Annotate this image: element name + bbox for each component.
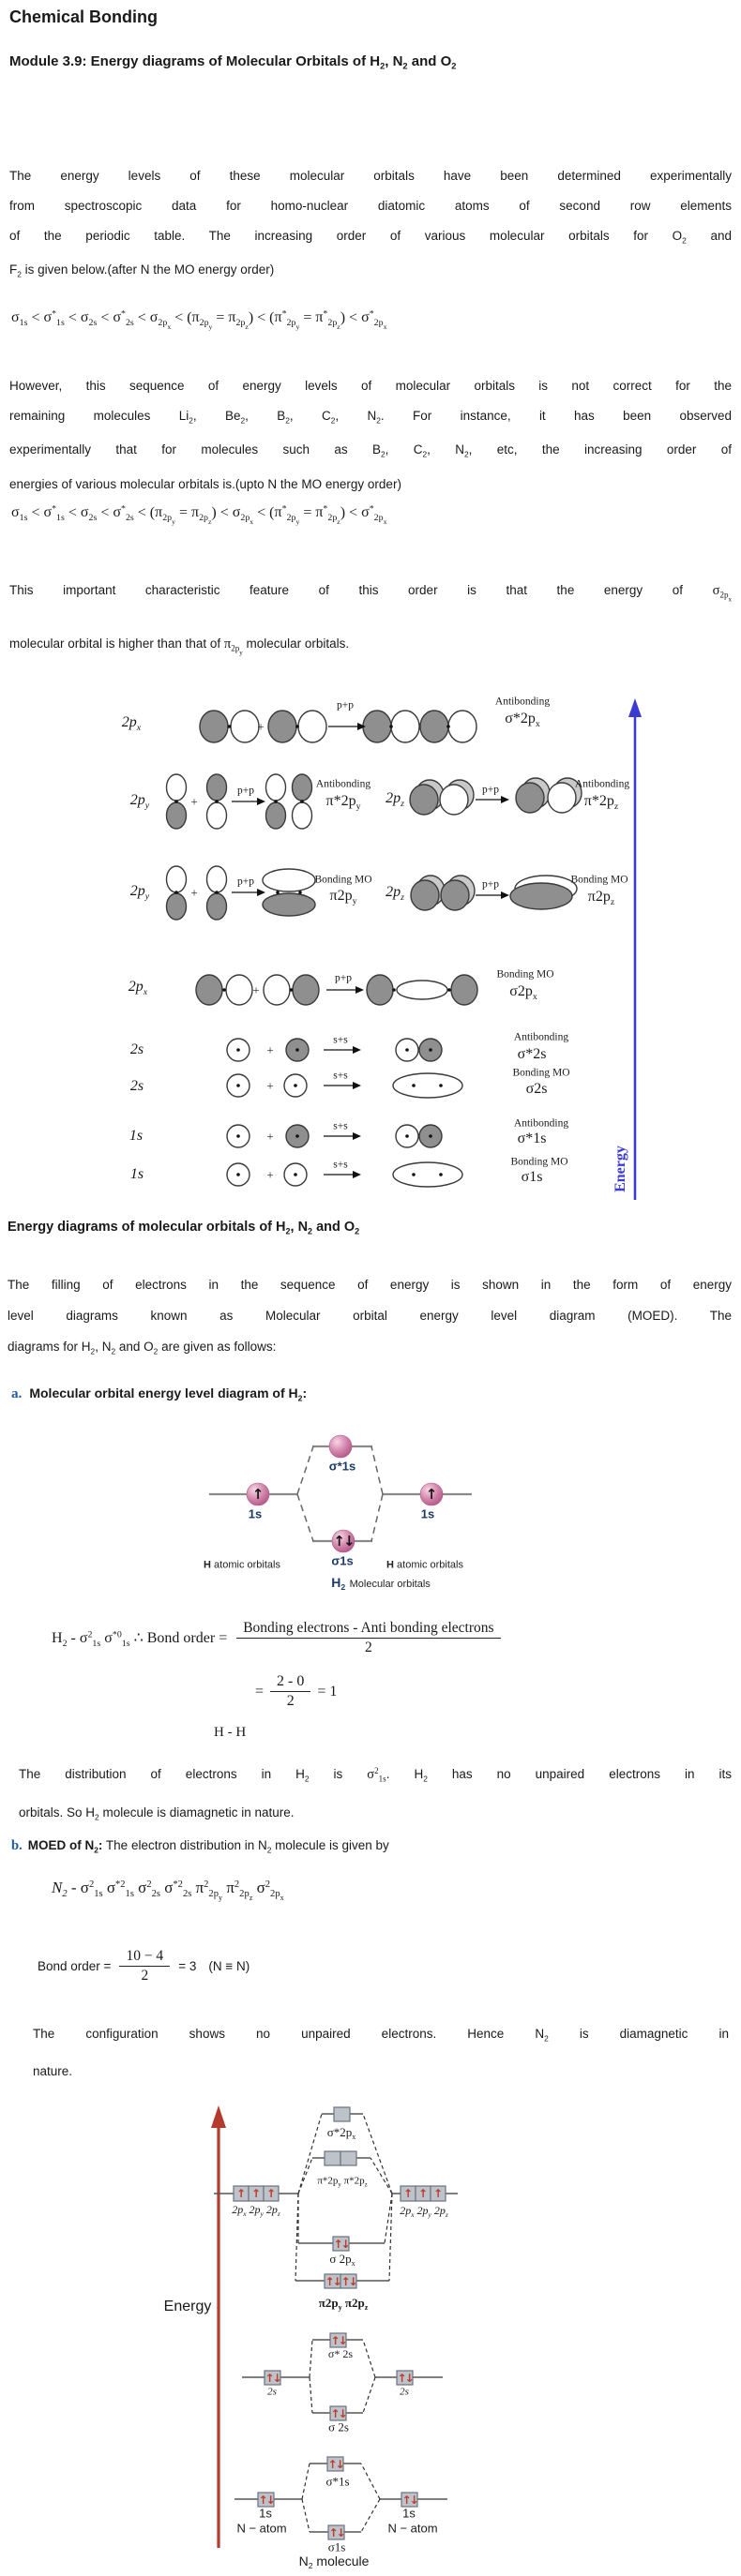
paired-spin-arrows: ↑↓ (328, 2526, 344, 2539)
n2-electron-configuration: $N_2 - \sigma^2_{1s}$ $\sigma^{*2}_{1s}$ $\sigma^2_{2s}$ $\sigma^{*2}_{2s}$ $\pi^2_{2p_y}$ $\pi^2_{2p_z}$ $\sigma^2_{2p_x}$ (52, 1879, 284, 1903)
h2-configuration: $H_2 - \sigma^2_{1s}$ $\sigma^{*0}_{1s}$ ∴ Bond order = (52, 1629, 228, 1649)
h2-sigma-star-1s-label: σ*1s (328, 1459, 356, 1474)
plus-sign: + (190, 885, 198, 900)
result-fraction (270, 1673, 310, 1710)
operation-label: p+p (335, 972, 352, 984)
n2-sigma-star-2s-label: σ* 2s (327, 2347, 354, 2361)
up-spin-arrow: ↑ (251, 1486, 265, 1503)
module-heading: Module 3.9: Energy diagrams of Molecular Orbitals of $H_2$, $N_2$ and $O_2$ (9, 53, 457, 71)
operation-label: s+s (333, 1120, 348, 1132)
paired-spin-arrows: ↑↓ (325, 2275, 340, 2288)
text-line: $F_2$ is given below.(after N the MO energy order) (9, 262, 275, 279)
mo-type-label: Bonding MO (496, 968, 554, 981)
bond-order-label: Bond order = (38, 1959, 112, 1973)
fraction-numerator: Bonding electrons - Anti bonding electrons (236, 1620, 500, 1639)
text-line: The configuration shows no unpaired electrons. Hence $N_2$ is diamagnetic in (33, 2027, 729, 2044)
n2-sigma-star-1s-label: σ*1s (325, 2474, 350, 2489)
mo-label-pi-star-2py: $\pi*2p_y$ (325, 792, 361, 812)
molecular-orbitals-text: Molecular orbitals (349, 1578, 431, 1590)
mo-label-sigma-1s: σ1s (521, 1168, 543, 1185)
ao-label-2s: 2s (129, 1041, 144, 1057)
paragraph-n2-diamagnetic (33, 2017, 729, 2088)
paired-spin-arrows: ↑↓ (330, 2334, 346, 2347)
up-spin-arrow: ↑ (250, 2187, 262, 2200)
operation-label: s+s (333, 1070, 348, 1082)
n2-sigma-2px-label: σ $2p_x$ (329, 2251, 355, 2268)
h2-molecular-orbitals-label (331, 1575, 431, 1592)
paragraph-characteristic (9, 568, 732, 675)
energy-axis-arrow (628, 698, 642, 1200)
mo-label-sigma-star-1s: σ*1s (517, 1130, 547, 1146)
fraction-denominator: 2 (286, 1693, 295, 1709)
text-line: However, this sequence of energy levels of molecular orbitals is not correct for the (9, 379, 732, 393)
item-title: Molecular orbital energy level diagram of $H_2$: (29, 1385, 308, 1403)
text-line: molecular orbital is higher than that of $\pi_{2p_y}$ molecular orbitals. (9, 637, 350, 657)
fraction-denominator: 2 (141, 1968, 149, 1984)
h2-molecule-symbol: $H_2$ (331, 1574, 346, 1593)
text-line: from spectroscopic data for homo-nuclear diatomic atoms of second row elements (9, 199, 732, 213)
fraction-numerator: 10 − 4 (119, 1948, 170, 1967)
paired-spin-arrows: ↑↓ (397, 2372, 413, 2385)
plus-sign: + (190, 794, 198, 809)
mo-type-label: Bonding MO (570, 874, 628, 886)
item-title: MOED of $N_2$: (27, 1838, 103, 1855)
ao-label-2py: $2p_y$ (129, 882, 150, 902)
mo-row-sigma-star-2px (200, 711, 476, 742)
n2-ao-2p-label-left: $2p_x$ $2p_y$ $2p_z$ (232, 2203, 280, 2219)
doc-title: Chemical Bonding (9, 7, 159, 26)
up-spin-arrow: ↑ (417, 2187, 429, 2200)
operation-label: p+p (237, 876, 254, 888)
energy-axis-label: Energy (163, 2298, 212, 2314)
paragraph-intro (9, 161, 732, 290)
paired-spin-arrows: ↑↓ (333, 2238, 349, 2251)
paragraph-h2-diamagnetic (19, 1755, 732, 1834)
energy-axis-arrow (211, 2105, 226, 2548)
h2-bond-order-result (255, 1673, 337, 1710)
mo-type-label: Antibonding (315, 778, 371, 790)
text-line: orbitals. So $H_2$ molecule is diamagnetic in nature. (19, 1805, 295, 1821)
triple-bond-label: (N ≡ N) (208, 1959, 250, 1973)
text-line: This important characteristic feature of this order is that the energy of $\sigma_{2p_x}$ (9, 583, 732, 604)
item-marker: a. (11, 1386, 23, 1401)
plus-sign: + (252, 982, 260, 997)
equals-sign: = (255, 1683, 265, 1700)
ao-label-2px: $2p_x$ (121, 713, 142, 733)
h-h-bond-label: H - H (214, 1725, 247, 1740)
n2-sigma-1s-label: σ1s (327, 2539, 346, 2554)
ao-label-1s: 1s (129, 1165, 144, 1182)
n2-pi-2p-label: $\pi 2p_y$ $\pi 2p_z$ (318, 2295, 369, 2312)
plus-sign: + (266, 1129, 274, 1144)
n2-molecule-label: $N_2$ molecule (298, 2553, 370, 2571)
text-line: level diagrams known as Molecular orbital energy level diagram (MOED). The (8, 1309, 732, 1323)
plus-sign: + (266, 1167, 274, 1182)
paired-spin-arrows: ↑↓ (340, 2275, 356, 2288)
up-spin-arrow: ↑ (432, 2187, 444, 2200)
operation-label: p+p (237, 785, 254, 797)
n-atom-label-left: N − atom (236, 2521, 287, 2536)
bond-order-fraction (119, 1948, 170, 1984)
ao-label-1s: 1s (129, 1127, 144, 1144)
text-line: remaining molecules $Li_2$, $Be_2$, $B_2$, $C_2$, $N_2$. For instance, it has been observed (9, 409, 733, 426)
ao-label-2px: $2p_x$ (128, 978, 148, 997)
n-atom-label-right: N − atom (387, 2521, 438, 2536)
plus-sign: + (266, 1042, 274, 1057)
h2-1s-label-right: 1s (420, 1506, 435, 1521)
n2-bond-order-equation (38, 1948, 250, 1984)
mo-type-label: Antibonding (513, 1031, 569, 1043)
mo-label-sigma-star-2s: σ*2s (517, 1045, 547, 1062)
ao-label-2py: $2p_y$ (129, 791, 150, 811)
mo-type-label: Bonding MO (510, 1156, 568, 1168)
plus-sign: + (257, 719, 265, 734)
n2-ao-1s-label-right: 1s (402, 2506, 416, 2521)
bond-order-fraction (236, 1620, 500, 1656)
mo-label-pi-2pz: $\pi 2p_z$ (587, 888, 615, 907)
n2-ao-2p-label-right: $2p_x$ $2p_y$ $2p_z$ (400, 2204, 448, 2220)
up-spin-arrow: ↑ (402, 2187, 414, 2200)
text-line: energies of various molecular orbitals is.(upto N the MO energy order) (9, 476, 401, 491)
paired-spin-arrows: ↑↓ (330, 2407, 346, 2420)
n2-ao-2s-label-left: 2s (267, 2386, 277, 2398)
n2-sigma-star-2px-label: $\sigma*2p_x$ (326, 2124, 356, 2141)
mo-formation-diagram (0, 691, 741, 1211)
operation-label: p+p (482, 784, 499, 796)
mo-energy-order-upto-n: $\sigma_{1s} < \sigma^*_{1s} < \sigma_{2s} < \sigma^*_{2s} < (\pi_{2p_y} = \pi_{2p_z}) < \sigma_{2p_x} < (\pi^*_{2p_y} = \pi^*_{2p_z}) < \sigma^*_{2p_x}$ (11, 504, 387, 527)
item-marker: b. (11, 1838, 23, 1853)
operation-label: p+p (482, 878, 499, 891)
up-spin-arrow: ↑ (265, 2187, 277, 2200)
text-line: The distribution of electrons in $H_2$ is $\sigma^2_{1s}$. $H_2$ has no unpaired electrons in its (19, 1766, 732, 1784)
n2-sigma-2s-label: σ 2s (328, 2419, 349, 2434)
mo-type-label: Bonding MO (314, 874, 372, 886)
energy-axis-label: Energy (612, 1146, 628, 1192)
result-value: = 1 (317, 1683, 338, 1700)
text-line: The filling of electrons in the sequence of energy is shown in the form of energy (8, 1278, 732, 1292)
text-line: diagrams for $H_2$, $N_2$ and $O_2$ are given as follows: (8, 1340, 277, 1356)
paragraph-filling (8, 1269, 732, 1367)
paired-spin-arrows: ↑↓ (333, 1533, 354, 1550)
mo-energy-order-o2-f2: $\sigma_{1s} < \sigma^*_{1s} < \sigma_{2s} < \sigma^*_{2s} < \sigma_{2p_x} < (\pi_{2p_y} = \pi_{2p_z}) < (\pi^*_{2p_y} = \pi^*_{2p_z}) < \sigma^*_{2p_x}$ (11, 309, 387, 332)
mo-label-pi-2py: $\pi 2p_y$ (329, 887, 357, 906)
item-text: The electron distribution in $N_2$ molecule is given by (102, 1838, 389, 1855)
h-atomic-orbitals-label-left: H atomic orbitals (204, 1559, 280, 1571)
mo-label-sigma-star-2px: $\sigma*2p_x$ (505, 710, 540, 729)
fraction-denominator: 2 (365, 1640, 372, 1655)
section-heading: Energy diagrams of molecular orbitals of $H_2$, $N_2$ and $O_2$ (8, 1220, 360, 1236)
text-line: of the periodic table. The increasing order of various molecular orbitals for $O_2$ and (9, 229, 732, 246)
paired-spin-arrows: ↑↓ (327, 2458, 343, 2471)
plus-sign: + (266, 1078, 274, 1093)
list-item-b (11, 1838, 389, 1854)
up-spin-arrow: ↑ (425, 1486, 438, 1503)
fraction-numerator: 2 - 0 (270, 1673, 310, 1692)
n2-ao-2s-label-right: 2s (400, 2386, 409, 2398)
h2-sigma-1s-label: σ1s (331, 1553, 354, 1568)
mo-row-pi-star-2py (167, 774, 312, 829)
mo-type-label: Bonding MO (512, 1067, 570, 1079)
text-line: nature. (33, 2064, 73, 2079)
mo-type-label: Antibonding (494, 696, 551, 708)
paired-spin-arrows: ↑↓ (401, 2494, 417, 2507)
h2-bond-order-equation (52, 1620, 501, 1656)
ao-label-2pz: $2p_z$ (386, 883, 404, 903)
mo-type-label: Antibonding (574, 778, 630, 790)
ao-label-2pz: $2p_z$ (386, 789, 404, 809)
mo-label-sigma-2s: σ2s (525, 1080, 548, 1097)
list-item-a (11, 1385, 307, 1402)
paired-spin-arrows: ↑↓ (258, 2494, 274, 2507)
mo-row-pi-2py (167, 866, 316, 920)
h-atomic-orbitals-label-right: H atomic orbitals (386, 1559, 463, 1571)
mo-label-sigma-2px: $\sigma 2p_x$ (509, 982, 537, 1002)
n2-moed-diagram (0, 2100, 741, 2576)
paragraph-however (9, 371, 732, 500)
n2-ao-1s-label-left: 1s (259, 2506, 272, 2521)
text-line: The energy levels of these molecular orbitals have been determined experimentally (9, 169, 732, 183)
text-line: experimentally that for molecules such as $B_2$, $C_2$, $N_2$, etc, the increasing order of (9, 442, 732, 459)
mo-label-pi-star-2pz: $\pi*2p_z$ (583, 792, 619, 812)
up-spin-arrow: ↑ (235, 2187, 247, 2200)
operation-label: p+p (337, 699, 354, 711)
operation-label: s+s (333, 1159, 348, 1171)
h2-1s-label-left: 1s (248, 1506, 263, 1521)
n2-pi-star-2p-label: $\pi*2p_y$ $\pi*2p_z$ (317, 2175, 368, 2189)
result-value: = 3 (178, 1959, 197, 1973)
ao-label-2s: 2s (129, 1077, 144, 1094)
paired-spin-arrows: ↑↓ (265, 2372, 280, 2385)
mo-type-label: Antibonding (513, 1117, 569, 1130)
operation-label: s+s (333, 1034, 348, 1046)
